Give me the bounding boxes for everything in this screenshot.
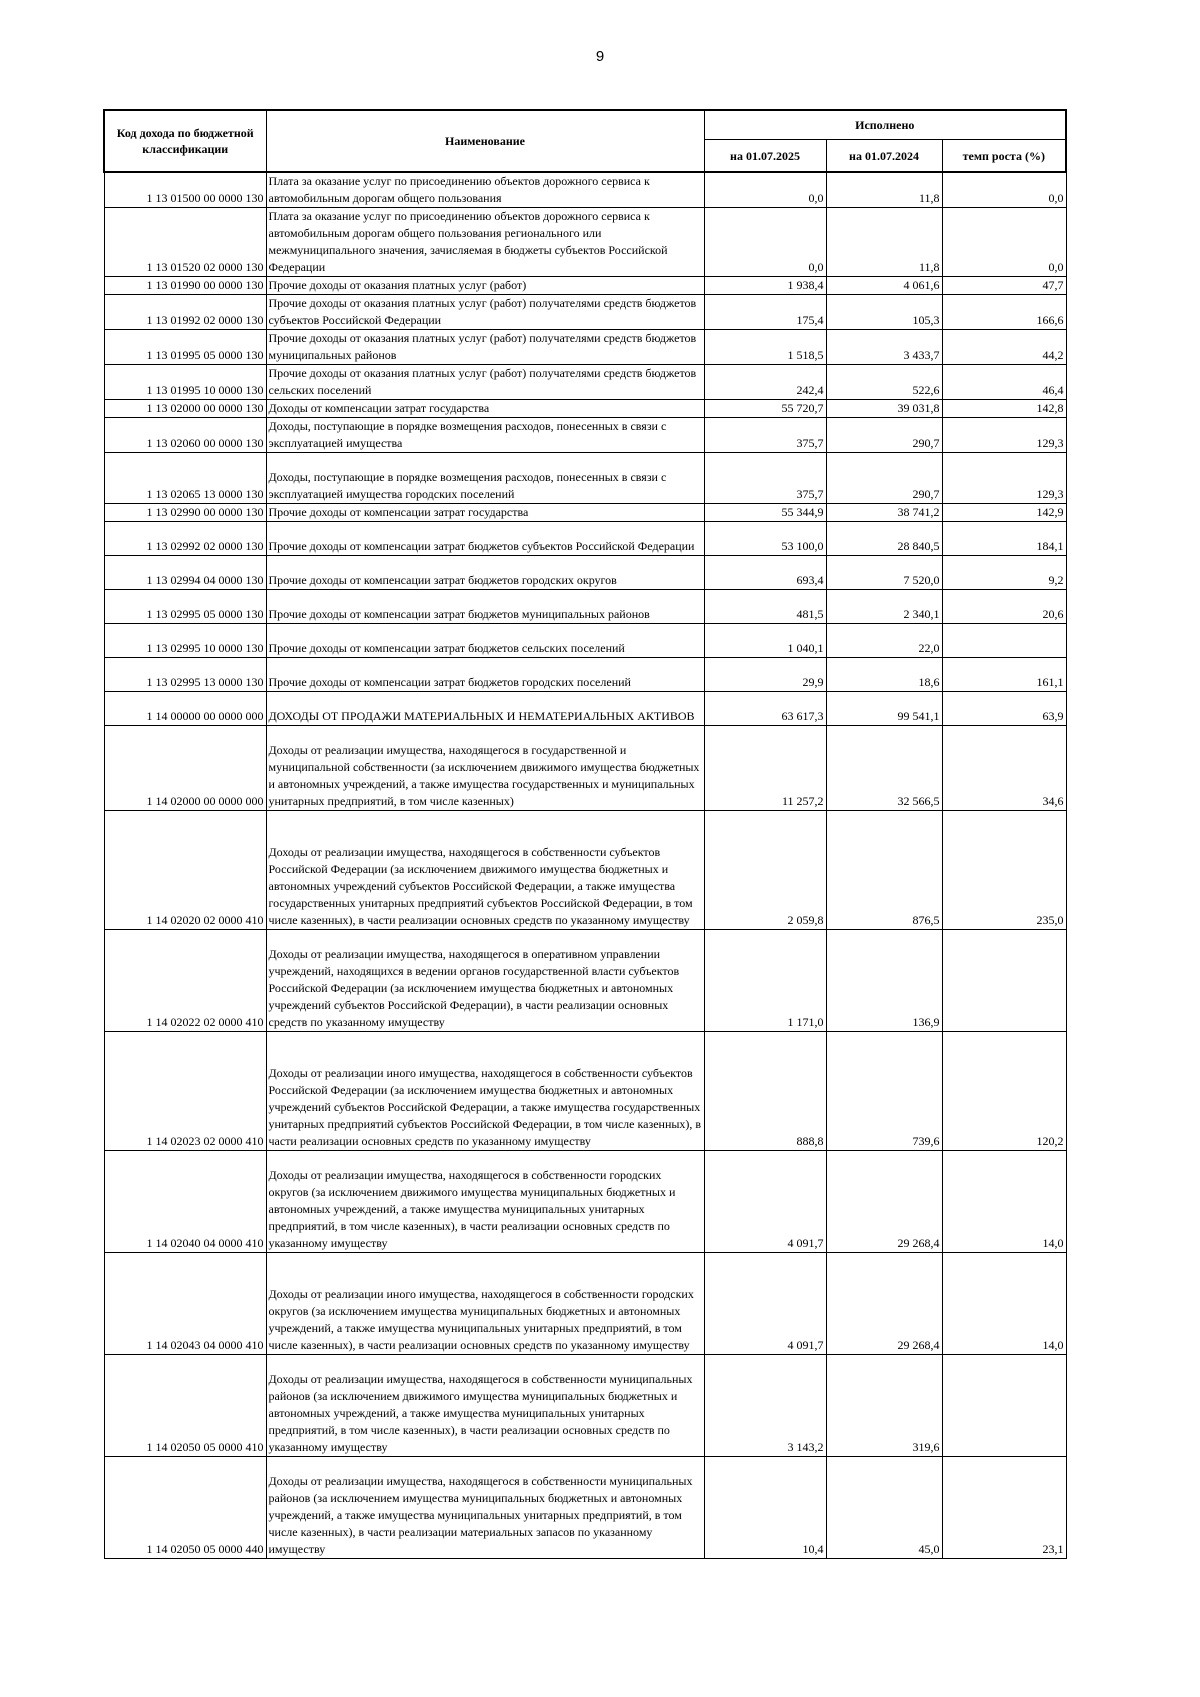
row-value-2025: 3 143,2	[704, 1355, 826, 1457]
row-growth: 0,0	[942, 208, 1066, 277]
row-growth: 47,7	[942, 277, 1066, 295]
row-value-2025: 1 938,4	[704, 277, 826, 295]
row-value-2024: 290,7	[826, 418, 942, 453]
table-row	[104, 453, 1066, 504]
row-growth: 129,3	[942, 418, 1066, 453]
row-name: Прочие доходы от компенсации затрат государства	[266, 504, 704, 522]
row-name: Прочие доходы от оказания платных услуг (работ) получателями средств бюджетов муниципальных районов	[266, 330, 704, 365]
row-value-2025: 888,8	[704, 1032, 826, 1151]
table-row	[104, 365, 1066, 400]
row-code: 1 13 02995 10 0000 130	[104, 624, 266, 658]
row-value-2024: 28 840,5	[826, 522, 942, 556]
row-value-2024: 22,0	[826, 624, 942, 658]
row-name: Прочие доходы от компенсации затрат бюджетов субъектов Российской Федерации	[266, 522, 704, 556]
row-code: 1 14 02043 04 0000 410	[104, 1253, 266, 1355]
table-row	[104, 726, 1066, 811]
row-value-2024: 876,5	[826, 811, 942, 930]
row-growth: 0,0	[942, 172, 1066, 208]
row-value-2024: 29 268,4	[826, 1253, 942, 1355]
row-name: Прочие доходы от компенсации затрат бюджетов сельских поселений	[266, 624, 704, 658]
row-name: Прочие доходы от компенсации затрат бюджетов городских поселений	[266, 658, 704, 692]
row-name: Доходы от реализации имущества, находящегося в оперативном управлении учреждений, находящихся в ведении органов государственной власти субъектов Российской Федерации (за исключением имущества бюджетных и автономных учреждений субъектов Российской Федерации), в части реализации основных средств по указанному имуществу	[266, 930, 704, 1032]
table-row	[104, 277, 1066, 295]
row-code: 1 14 02050 05 0000 440	[104, 1457, 266, 1559]
row-value-2024: 2 340,1	[826, 590, 942, 624]
row-code: 1 13 02060 00 0000 130	[104, 418, 266, 453]
table-row	[104, 624, 1066, 658]
row-growth: 9,2	[942, 556, 1066, 590]
row-growth: 235,0	[942, 811, 1066, 930]
row-growth: 34,6	[942, 726, 1066, 811]
row-growth: 20,6	[942, 590, 1066, 624]
row-code: 1 13 02995 05 0000 130	[104, 590, 266, 624]
row-name: Доходы от реализации иного имущества, находящегося в собственности городских округов (за исключением имущества муниципальных бюджетных и автономных учреждений, а также имущества муниципальных унитарных предприятий, в том числе казенных), в части реализации основных средств по указанному имуществу	[266, 1253, 704, 1355]
table-row	[104, 522, 1066, 556]
row-name: Доходы от реализации имущества, находящегося в собственности городских округов (за исключением движимого имущества муниципальных бюджетных и автономных учреждений, а также имущества муниципальных унитарных предприятий, в том числе казенных), в части реализации основных средств по указанному имуществу	[266, 1151, 704, 1253]
row-value-2025: 242,4	[704, 365, 826, 400]
row-value-2024: 522,6	[826, 365, 942, 400]
table-row	[104, 1457, 1066, 1559]
row-code: 1 13 02000 00 0000 130	[104, 400, 266, 418]
table-row	[104, 172, 1066, 208]
row-value-2024: 29 268,4	[826, 1151, 942, 1253]
row-name: Доходы от реализации имущества, находящегося в собственности муниципальных районов (за исключением движимого имущества муниципальных бюджетных и автономных учреждений, а также имущества муниципальных унитарных предприятий, в том числе казенных), в части реализации основных средств по указанному имуществу	[266, 1355, 704, 1457]
row-code: 1 13 01500 00 0000 130	[104, 172, 266, 208]
row-code: 1 14 02050 05 0000 410	[104, 1355, 266, 1457]
header-code: Код дохода по бюджетной классификации	[104, 110, 266, 172]
row-value-2025: 1 040,1	[704, 624, 826, 658]
row-value-2024: 38 741,2	[826, 504, 942, 522]
row-code: 1 13 01990 00 0000 130	[104, 277, 266, 295]
table-header	[104, 110, 1066, 172]
row-value-2025: 481,5	[704, 590, 826, 624]
row-value-2025: 375,7	[704, 418, 826, 453]
table-row	[104, 811, 1066, 930]
header-executed: Исполнено	[704, 110, 1066, 140]
row-value-2024: 32 566,5	[826, 726, 942, 811]
row-value-2024: 105,3	[826, 295, 942, 330]
table-row	[104, 400, 1066, 418]
header-name: Наименование	[266, 110, 704, 172]
row-value-2025: 11 257,2	[704, 726, 826, 811]
row-name: Доходы от реализации имущества, находящегося в собственности муниципальных районов (за исключением имущества муниципальных бюджетных и автономных учреждений, а также имущества муниципальных унитарных предприятий, в том числе казенных), в части реализации материальных запасов по указанному имуществу	[266, 1457, 704, 1559]
row-code: 1 14 02023 02 0000 410	[104, 1032, 266, 1151]
row-code: 1 14 02000 00 0000 000	[104, 726, 266, 811]
table-row	[104, 295, 1066, 330]
table-row	[104, 1151, 1066, 1253]
row-value-2025: 55 344,9	[704, 504, 826, 522]
row-growth	[942, 1355, 1066, 1457]
row-value-2024: 4 061,6	[826, 277, 942, 295]
row-name: Плата за оказание услуг по присоединению объектов дорожного сервиса к автомобильным дорогам общего пользования	[266, 172, 704, 208]
row-name: Прочие доходы от оказания платных услуг (работ) получателями средств бюджетов субъектов Российской Федерации	[266, 295, 704, 330]
row-value-2024: 11,8	[826, 172, 942, 208]
row-name: Доходы, поступающие в порядке возмещения расходов, понесенных в связи с эксплуатацией имущества	[266, 418, 704, 453]
revenue-table	[103, 109, 1067, 1559]
page-number: 9	[595, 48, 605, 65]
row-name: Доходы от компенсации затрат государства	[266, 400, 704, 418]
row-growth: 184,1	[942, 522, 1066, 556]
row-growth: 23,1	[942, 1457, 1066, 1559]
row-value-2025: 1 171,0	[704, 930, 826, 1032]
row-name: Прочие доходы от компенсации затрат бюджетов муниципальных районов	[266, 590, 704, 624]
row-value-2025: 4 091,7	[704, 1151, 826, 1253]
row-value-2025: 375,7	[704, 453, 826, 504]
table-row	[104, 692, 1066, 726]
table-row	[104, 330, 1066, 365]
row-value-2025: 29,9	[704, 658, 826, 692]
row-value-2025: 0,0	[704, 208, 826, 277]
row-code: 1 13 01995 05 0000 130	[104, 330, 266, 365]
row-growth: 14,0	[942, 1151, 1066, 1253]
row-code: 1 13 02995 13 0000 130	[104, 658, 266, 692]
header-2024: на 01.07.2024	[826, 140, 942, 173]
row-name: Прочие доходы от оказания платных услуг (работ) получателями средств бюджетов сельских поселений	[266, 365, 704, 400]
header-growth: темп роста (%)	[942, 140, 1066, 173]
row-growth: 142,9	[942, 504, 1066, 522]
row-value-2024: 99 541,1	[826, 692, 942, 726]
row-code: 1 13 02065 13 0000 130	[104, 453, 266, 504]
row-growth: 46,4	[942, 365, 1066, 400]
table-row	[104, 1253, 1066, 1355]
row-growth	[942, 624, 1066, 658]
row-growth: 120,2	[942, 1032, 1066, 1151]
row-name: ДОХОДЫ ОТ ПРОДАЖИ МАТЕРИАЛЬНЫХ И НЕМАТЕРИАЛЬНЫХ АКТИВОВ	[266, 692, 704, 726]
row-value-2025: 693,4	[704, 556, 826, 590]
row-code: 1 13 01995 10 0000 130	[104, 365, 266, 400]
row-value-2025: 55 720,7	[704, 400, 826, 418]
table-row	[104, 504, 1066, 522]
row-value-2024: 136,9	[826, 930, 942, 1032]
row-code: 1 13 01992 02 0000 130	[104, 295, 266, 330]
row-value-2025: 0,0	[704, 172, 826, 208]
row-name: Прочие доходы от компенсации затрат бюджетов городских округов	[266, 556, 704, 590]
row-growth	[942, 930, 1066, 1032]
row-name: Доходы от реализации имущества, находящегося в собственности субъектов Российской Федерации (за исключением движимого имущества бюджетных и автономных учреждений субъектов Российской Федерации, а также имущества государственных унитарных предприятий субъектов Российской Федерации, в том числе казенных), в части реализации основных средств по указанному имуществу	[266, 811, 704, 930]
table-row	[104, 658, 1066, 692]
table-body	[104, 172, 1066, 1559]
row-name: Доходы от реализации иного имущества, находящегося в собственности субъектов Российской Федерации (за исключением имущества бюджетных и автономных учреждений субъектов Российской Федерации, а также имущества государственных унитарных предприятий субъектов Российской Федерации, в том числе казенных), в части реализации основных средств по указанному имуществу	[266, 1032, 704, 1151]
table-row	[104, 418, 1066, 453]
row-code: 1 13 01520 02 0000 130	[104, 208, 266, 277]
row-code: 1 13 02992 02 0000 130	[104, 522, 266, 556]
row-growth: 129,3	[942, 453, 1066, 504]
header-2025: на 01.07.2025	[704, 140, 826, 173]
table-row	[104, 1032, 1066, 1151]
row-name: Доходы, поступающие в порядке возмещения расходов, понесенных в связи с эксплуатацией имущества городских поселений	[266, 453, 704, 504]
row-code: 1 14 02040 04 0000 410	[104, 1151, 266, 1253]
row-value-2025: 1 518,5	[704, 330, 826, 365]
row-name: Прочие доходы от оказания платных услуг (работ)	[266, 277, 704, 295]
row-code: 1 14 02022 02 0000 410	[104, 930, 266, 1032]
row-code: 1 13 02990 00 0000 130	[104, 504, 266, 522]
row-growth: 166,6	[942, 295, 1066, 330]
row-value-2024: 319,6	[826, 1355, 942, 1457]
row-value-2025: 63 617,3	[704, 692, 826, 726]
row-value-2024: 3 433,7	[826, 330, 942, 365]
row-code: 1 14 02020 02 0000 410	[104, 811, 266, 930]
row-growth: 161,1	[942, 658, 1066, 692]
row-value-2025: 175,4	[704, 295, 826, 330]
row-value-2024: 739,6	[826, 1032, 942, 1151]
row-growth: 14,0	[942, 1253, 1066, 1355]
table-row	[104, 556, 1066, 590]
table-row	[104, 1355, 1066, 1457]
row-code: 1 13 02994 04 0000 130	[104, 556, 266, 590]
row-growth: 142,8	[942, 400, 1066, 418]
row-value-2024: 290,7	[826, 453, 942, 504]
table-row	[104, 208, 1066, 277]
table-row	[104, 930, 1066, 1032]
row-growth: 63,9	[942, 692, 1066, 726]
row-code: 1 14 00000 00 0000 000	[104, 692, 266, 726]
row-value-2025: 53 100,0	[704, 522, 826, 556]
row-growth: 44,2	[942, 330, 1066, 365]
row-value-2024: 7 520,0	[826, 556, 942, 590]
row-value-2025: 10,4	[704, 1457, 826, 1559]
row-value-2024: 18,6	[826, 658, 942, 692]
row-value-2025: 2 059,8	[704, 811, 826, 930]
row-name: Плата за оказание услуг по присоединению объектов дорожного сервиса к автомобильным дорогам общего пользования регионального или межмуниципального значения, зачисляемая в бюджеты субъектов Российской Федерации	[266, 208, 704, 277]
row-value-2024: 45,0	[826, 1457, 942, 1559]
row-value-2024: 39 031,8	[826, 400, 942, 418]
row-name: Доходы от реализации имущества, находящегося в государственной и муниципальной собственности (за исключением движимого имущества бюджетных и автономных учреждений, а также имущества государственных и муниципальных унитарных предприятий, в том числе казенных)	[266, 726, 704, 811]
row-value-2025: 4 091,7	[704, 1253, 826, 1355]
row-value-2024: 11,8	[826, 208, 942, 277]
table-row	[104, 590, 1066, 624]
